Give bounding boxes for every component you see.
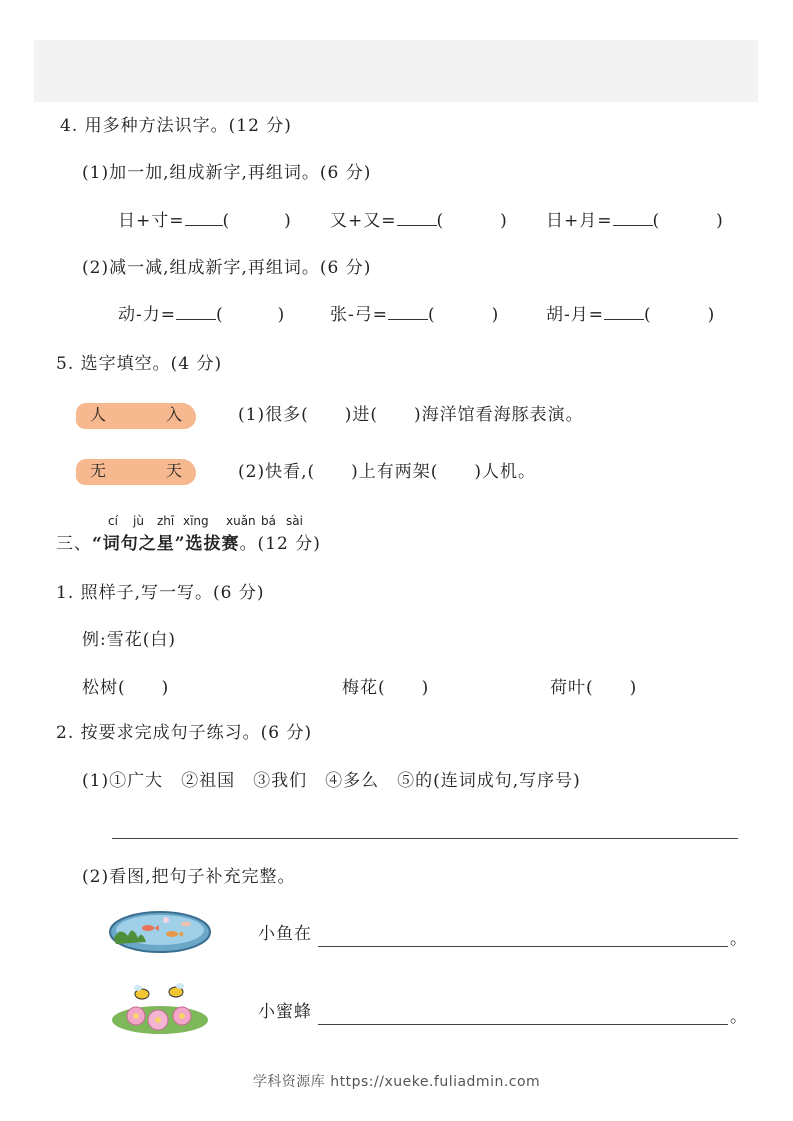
s2-answer-line [112,838,738,839]
fill-fish-line[interactable] [318,946,728,947]
pinyin-ci: cí [108,514,118,528]
s2-part2: (2)看图,把句子补充完整。 [82,867,296,887]
q5-opt-wu: 无 [90,461,107,480]
pinyin-xing: xīng [183,514,209,528]
fill-bee-label: 小蜜蜂 [258,1002,312,1022]
fill-bee-period: 。 [730,1007,748,1027]
q5-opt-ren: 人 [90,405,107,424]
pinyin-xuan: xuǎn [226,514,256,528]
s1-title: 1. 照样子,写一写。(6 分) [56,583,265,603]
pinyin-ju: jù [133,514,144,528]
footer-source: 学科资源库 https://xueke.fuliadmin.com [252,1074,541,1090]
section3-title: 三、“词句之星”选拔赛。(12 分) [56,534,321,554]
q4-p1-item3: 日+月= ( ) [546,211,724,231]
fill-fish-label: 小鱼在 [258,924,312,944]
q4-p1-item2: 又+又= ( ) [330,211,508,231]
pinyin-sai: sài [286,514,303,528]
bees-flowers-image [106,980,212,1036]
fill-bee-line[interactable] [318,1024,728,1025]
q5-opt-tian: 天 [166,461,183,480]
q4-part2-title: (2)减一减,组成新字,再组词。(6 分) [82,258,372,278]
s1-item-meihua: 梅花( ) [342,678,430,698]
q4-p2-item2: 张-弓= ( ) [330,305,500,325]
q5-opt-ru: 入 [166,405,183,424]
q5-row1-sentence: (1)很多( )进( )海洋馆看海豚表演。 [238,405,584,425]
pond-fish-image [106,908,212,956]
pinyin-ba: bá [261,514,276,528]
s1-example: 例:雪花(白) [82,630,176,650]
s1-item-heye: 荷叶( ) [550,678,638,698]
pinyin-zhi: zhī [157,514,175,528]
q5-row2-sentence: (2)快看,( )上有两架( )人机。 [238,462,537,482]
fill-fish-period: 。 [730,929,748,949]
q4-title: 4. 用多种方法识字。(12 分) [60,116,292,136]
q4-p2-item3: 胡-月= ( ) [546,305,716,325]
q5-option-box-2 [76,459,196,485]
header-band [34,40,758,102]
q4-p1-item1: 日+寸= ( ) [118,211,292,231]
q5-option-box-1 [76,403,196,429]
s1-item-songshu: 松树( ) [82,678,170,698]
q4-part1-title: (1)加一加,组成新字,再组词。(6 分) [82,163,372,183]
s2-part1: (1)①广大 ②祖国 ③我们 ④多么 ⑤的(连词成句,写序号) [82,771,581,791]
q4-p2-item1: 动-力= ( ) [118,305,286,325]
s2-title: 2. 按要求完成句子练习。(6 分) [56,723,313,743]
q5-title: 5. 选字填空。(4 分) [56,354,223,374]
